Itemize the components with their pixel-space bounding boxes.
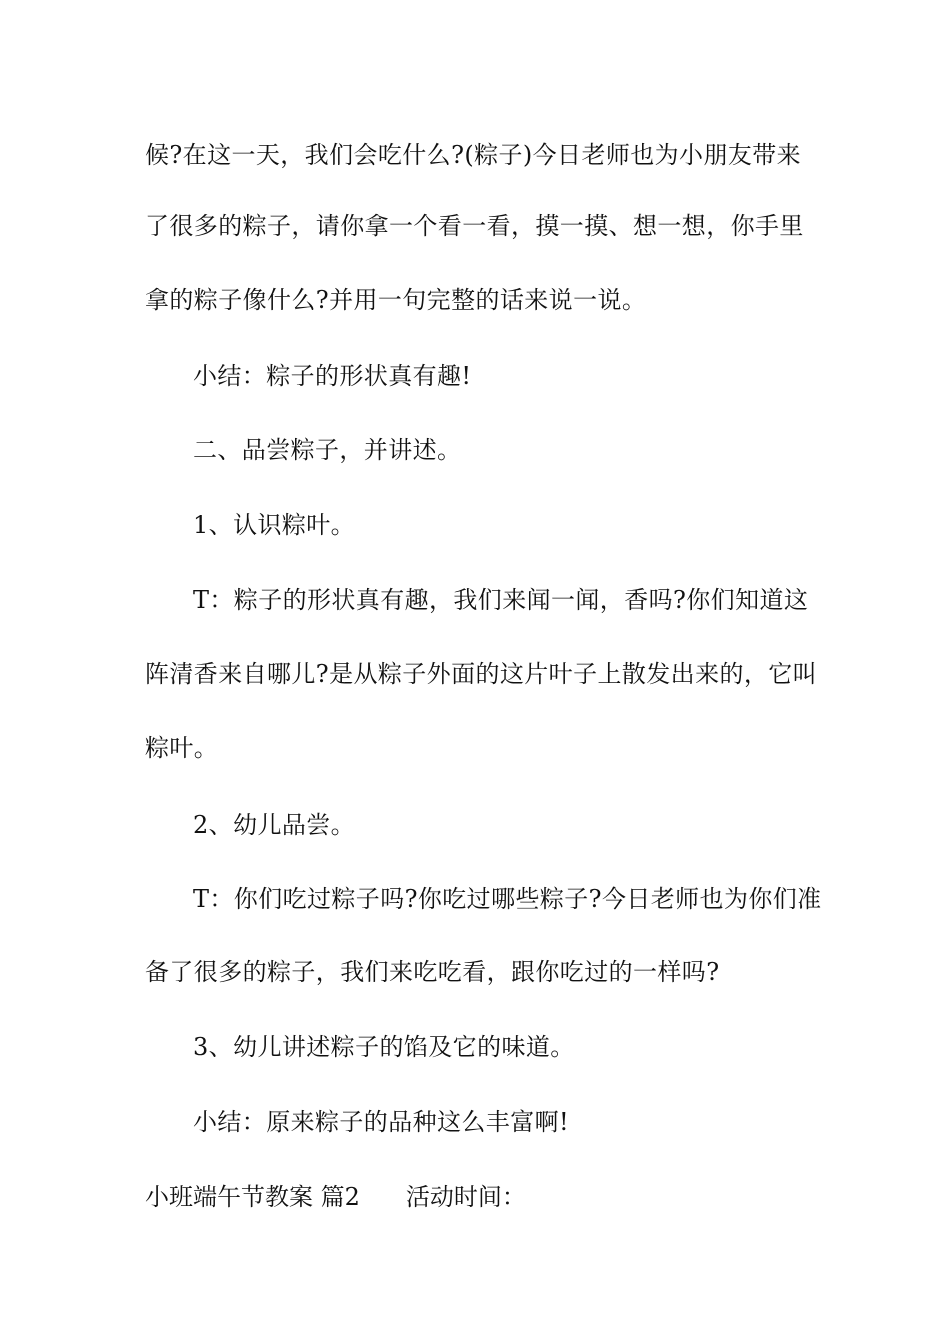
paragraph-line: 了很多的粽子，请你拿一个看一看，摸一摸、想一想，你手里 (145, 212, 804, 240)
paragraph-line: 备了很多的粽子，我们来吃吃看，跟你吃过的一样吗? (145, 958, 720, 986)
paragraph-line: 候?在这一天，我们会吃什么?(粽子)今日老师也为小朋友带来 (145, 141, 802, 169)
section-heading (145, 1182, 526, 1212)
summary-line: 小结：原来粽子的品种这么丰富啊! (193, 1108, 570, 1136)
paragraph-line: 粽叶。 (145, 734, 219, 762)
paragraph-line: 拿的粽子像什么?并用一句完整的话来说一说。 (145, 286, 647, 314)
section-title: 小班端午节教案 篇2 (145, 1183, 360, 1211)
paragraph-line: T：粽子的形状真有趣，我们来闻一闻，香吗?你们知道这 (193, 586, 809, 614)
summary-line: 小结：粽子的形状真有趣! (193, 362, 472, 390)
paragraph-line: 阵清香来自哪儿?是从粽子外面的这片叶子上散发出来的，它叫 (145, 660, 818, 688)
section-subheading: 二、品尝粽子，并讲述。 (193, 436, 462, 464)
step-heading: 2、幼儿品尝。 (193, 811, 356, 839)
paragraph-line: T：你们吃过粽子吗?你吃过哪些粽子?今日老师也为你们准 (193, 885, 822, 913)
activity-time-label: 活动时间： (405, 1183, 526, 1211)
step-heading: 3、幼儿讲述粽子的馅及它的味道。 (193, 1033, 575, 1061)
step-heading: 1、认识粽叶。 (193, 511, 356, 539)
